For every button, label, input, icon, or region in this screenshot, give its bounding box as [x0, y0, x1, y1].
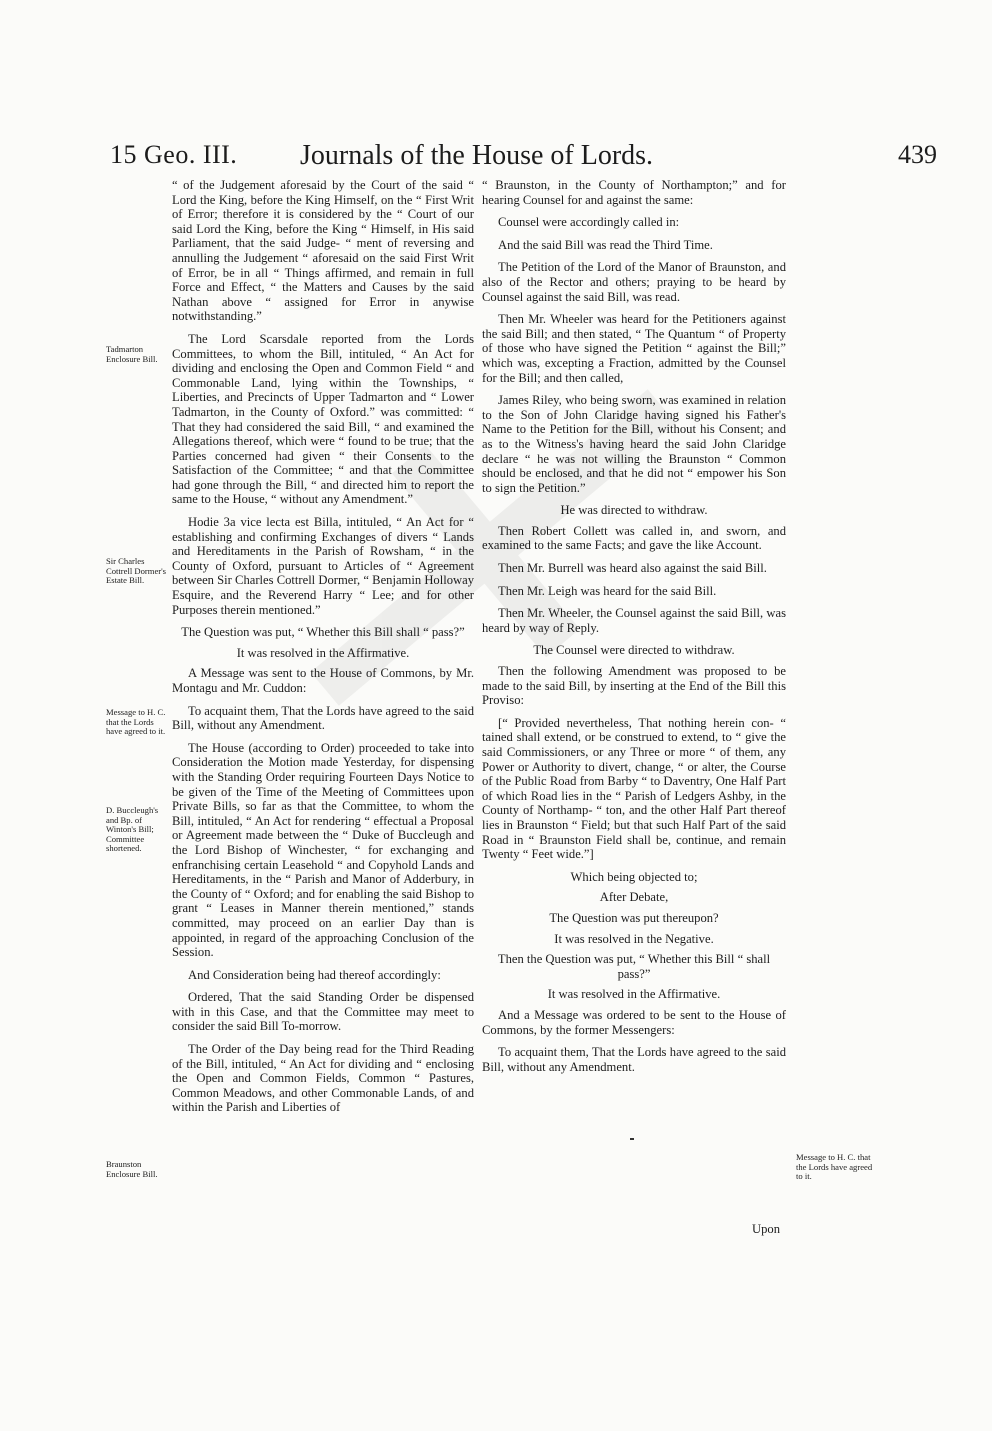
paragraph: The Counsel were directed to withdraw.: [533, 643, 735, 658]
catchword: Upon: [752, 1222, 780, 1236]
paragraph: Then the Question was put, “ Whether this Bill “ shall pass?”: [497, 952, 771, 981]
paragraph: And Consideration being had thereof accordingly:: [188, 967, 441, 982]
paragraph: Counsel were accordingly called in:: [498, 215, 680, 230]
paragraph: Ordered, That the said Standing Order be dispensed with in this Case, and that the Committee may meet to consider the said Bill To-morrow.: [172, 990, 474, 1034]
paragraph: After Debate,: [599, 890, 669, 905]
paragraph: He was directed to withdraw.: [560, 503, 708, 518]
proviso: [“ Provided nevertheless, That nothing herein con- “ tained shall extend, or be construed to extend, to “ give the said Commissioners, or any Three or more “ of them, any Power or Authority to divert, change, “ or alter, the Course of the Public Road from Barby “ to Daventry, One Half Part of which Road lies in the “ Parish of Ledgers Ashby, in the County of Northamp- “ ton, and the other Half Part thereof lies in Braunston “ Field; but that such Half Part of the said Road in “ Braunston Field shall be, continue, and remain Twenty “ Feet wide.”]: [482, 715, 786, 862]
margin-note-message: Message to H. C. that the Lords have agreed to it.: [106, 707, 166, 737]
margin-note-braunston: Braunston Enclosure Bill.: [106, 1159, 158, 1179]
paragraph: It was resolved in the Negative.: [554, 931, 714, 946]
paragraph: Then the following Amendment was proposed to be made to the said Bill, by inserting at the End of the Bill this Proviso:: [482, 664, 786, 708]
paragraph: To acquaint them, That the Lords have agreed to the said Bill, without any Amendment.: [482, 1045, 786, 1074]
journal-title: Journals of the House of Lords.: [300, 140, 654, 171]
paragraph: A Message was sent to the House of Commons, by Mr. Montagu and Mr. Cuddon:: [172, 666, 474, 695]
margin-note-message: Message to H. C. that the Lords have agreed to it.: [796, 1152, 873, 1182]
paragraph: The Question was put thereupon?: [549, 910, 719, 925]
paragraph: “ Braunston, in the County of Northampton;” and for hearing Counsel for and against the same:: [482, 178, 786, 207]
running-header: [0, 140, 992, 180]
paragraph: James Riley, who being sworn, was examined in relation to the Son of John Claridge having signed his Father's Name to the Petition for the Bill, without his Consent; and as to the Witness's having heard the said John Claridge declare “ he was not willing the Braunston “ Common should be enclosed, and that he did not “ empower his Son to sign the Petition.”: [482, 393, 786, 495]
paragraph: Then Mr. Wheeler, the Counsel against the said Bill, was heard by way of Reply.: [482, 606, 786, 635]
paragraph: The Petition of the Lord of the Manor of Braunston, and also of the Rector and others; praying to be heard by Counsel against the said Bill, was read.: [482, 260, 786, 304]
paragraph: And a Message was ordered to be sent to the House of Commons, by the former Messengers:: [482, 1007, 786, 1037]
paragraph: “ of the Judgement aforesaid by the Court of the said “ Lord the King, before the King Himself, on the “ First Writ of Error; therefore it is considered by the “ Court of our said Lord the King, before the King “ Himself, in His said Parliament, that the said Judge- “ ment of reversing and annulling the Judgement “ aforesaid on the said First Writ of Error, be in all “ Things affirmed, and remain in full Force and Effect, “ the Matters and Causes by the said Nathan above “ assigned for Error in anywise notwithstanding.”: [172, 178, 474, 324]
paragraph: The Order of the Day being read for the Third Reading of the Bill, intituled, “ An Act for dividing and “ enclosing the Open and Common Fields, Common “ Pastures, Common Meadows, and other Commonable Lands, of and within the Parish and Liberties of: [172, 1042, 474, 1115]
margin-note-buccleugh: D. Buccleugh's and Bp. of Winton's Bill; Committee shortened.: [106, 805, 159, 854]
paragraph: The Lord Scarsdale reported from the Lords Committees, to whom the Bill, intituled, “ An Act for dividing and enclosing the Open and Common Field “ and Commonable Land, lying within the Townships, “ Liberties, and Precincts of Upper Tadmarton and “ Lower Tadmarton, in the County of Oxford.” was committed: “ That they had considered the said Bill, “ and examined the Allegations thereof, which were “ found to be true; that the Parties concerned had given “ their Consents to the Satisfaction of the Committee; “ and that the Committee had gone through the Bill, “ and directed him to report the same to the House, “ without any Amendment.”: [172, 331, 474, 507]
page-number: 439: [898, 140, 937, 169]
paragraph: It was resolved in the Affirmative.: [236, 645, 410, 660]
divider: [630, 1138, 634, 1140]
regnal-year: 15 Geo. III.: [110, 140, 238, 169]
left-column: [172, 178, 474, 1123]
paragraph: Then Mr. Burrell was heard also against the said Bill.: [498, 561, 767, 576]
paragraph: Hodie 3a vice lecta est Billa, intituled, “ An Act for “ establishing and confirming Exchanges of divers “ Lands and Hereditaments in the Parish of Rowsham, “ in the County of Oxford, pursuant to Articles of “ Agreement between Sir Charles Cottrell Dormer, “ Benjamin Holloway Esquire, and the Reverend Harry “ Lee; and for other Purposes therein mentioned.”: [172, 515, 474, 617]
paragraph: Which being objected to;: [570, 869, 698, 884]
paragraph: The House (according to Order) proceeded to take into Consideration the Motion made Yesterday, for dispensing with the Standing Order requiring Fourteen Days Notice to be given of the Time of the Meeting of Committees upon Private Bills, so far as that the Committee, to whom the Bill, intituled, “ An Act for rendering “ effectual a Proposal or Agreement made between the “ Duke of Buccleugh and the Lord Bishop of Winchester, “ for exchanging and enfranchising certain Leasehold “ and Copyhold Lands and Hereditaments, in the “ Parish and Manor of Adderbury, in the County of “ Oxford; and for enabling the said Bishop to grant “ Leases in Manner therein mentioned,” stands committed, may proceed on an earlier Day than is appointed, in regard of the approaching Conclusion of the Session.: [172, 740, 474, 960]
margin-note-tadmarton: Tadmarton Enclosure Bill.: [106, 344, 158, 364]
paragraph: To acquaint them, That the Lords have agreed to the said Bill, without any Amendment.: [172, 703, 474, 733]
right-column: [482, 178, 786, 1082]
paragraph: The Question was put, “ Whether this Bill shall “ pass?”: [181, 625, 465, 640]
margin-note-dormer: Sir Charles Cottrell Dormer's Estate Bill.: [106, 556, 167, 586]
paragraph: Then Mr. Leigh was heard for the said Bill.: [498, 583, 717, 598]
paragraph: Then Robert Collett was called in, and sworn, and examined to the same Facts; and gave the like Account.: [482, 523, 786, 553]
paragraph: Then Mr. Wheeler was heard for the Petitioners against the said Bill; and then stated, “ The Quantum “ of Property of those who have signed the Petition “ against the Bill;” which was, excepting a Fraction, admitted by the Counsel for the Bill; and then called,: [482, 312, 786, 385]
paragraph: It was resolved in the Affirmative.: [547, 987, 721, 1002]
paragraph: And the said Bill was read the Third Time.: [498, 237, 713, 252]
